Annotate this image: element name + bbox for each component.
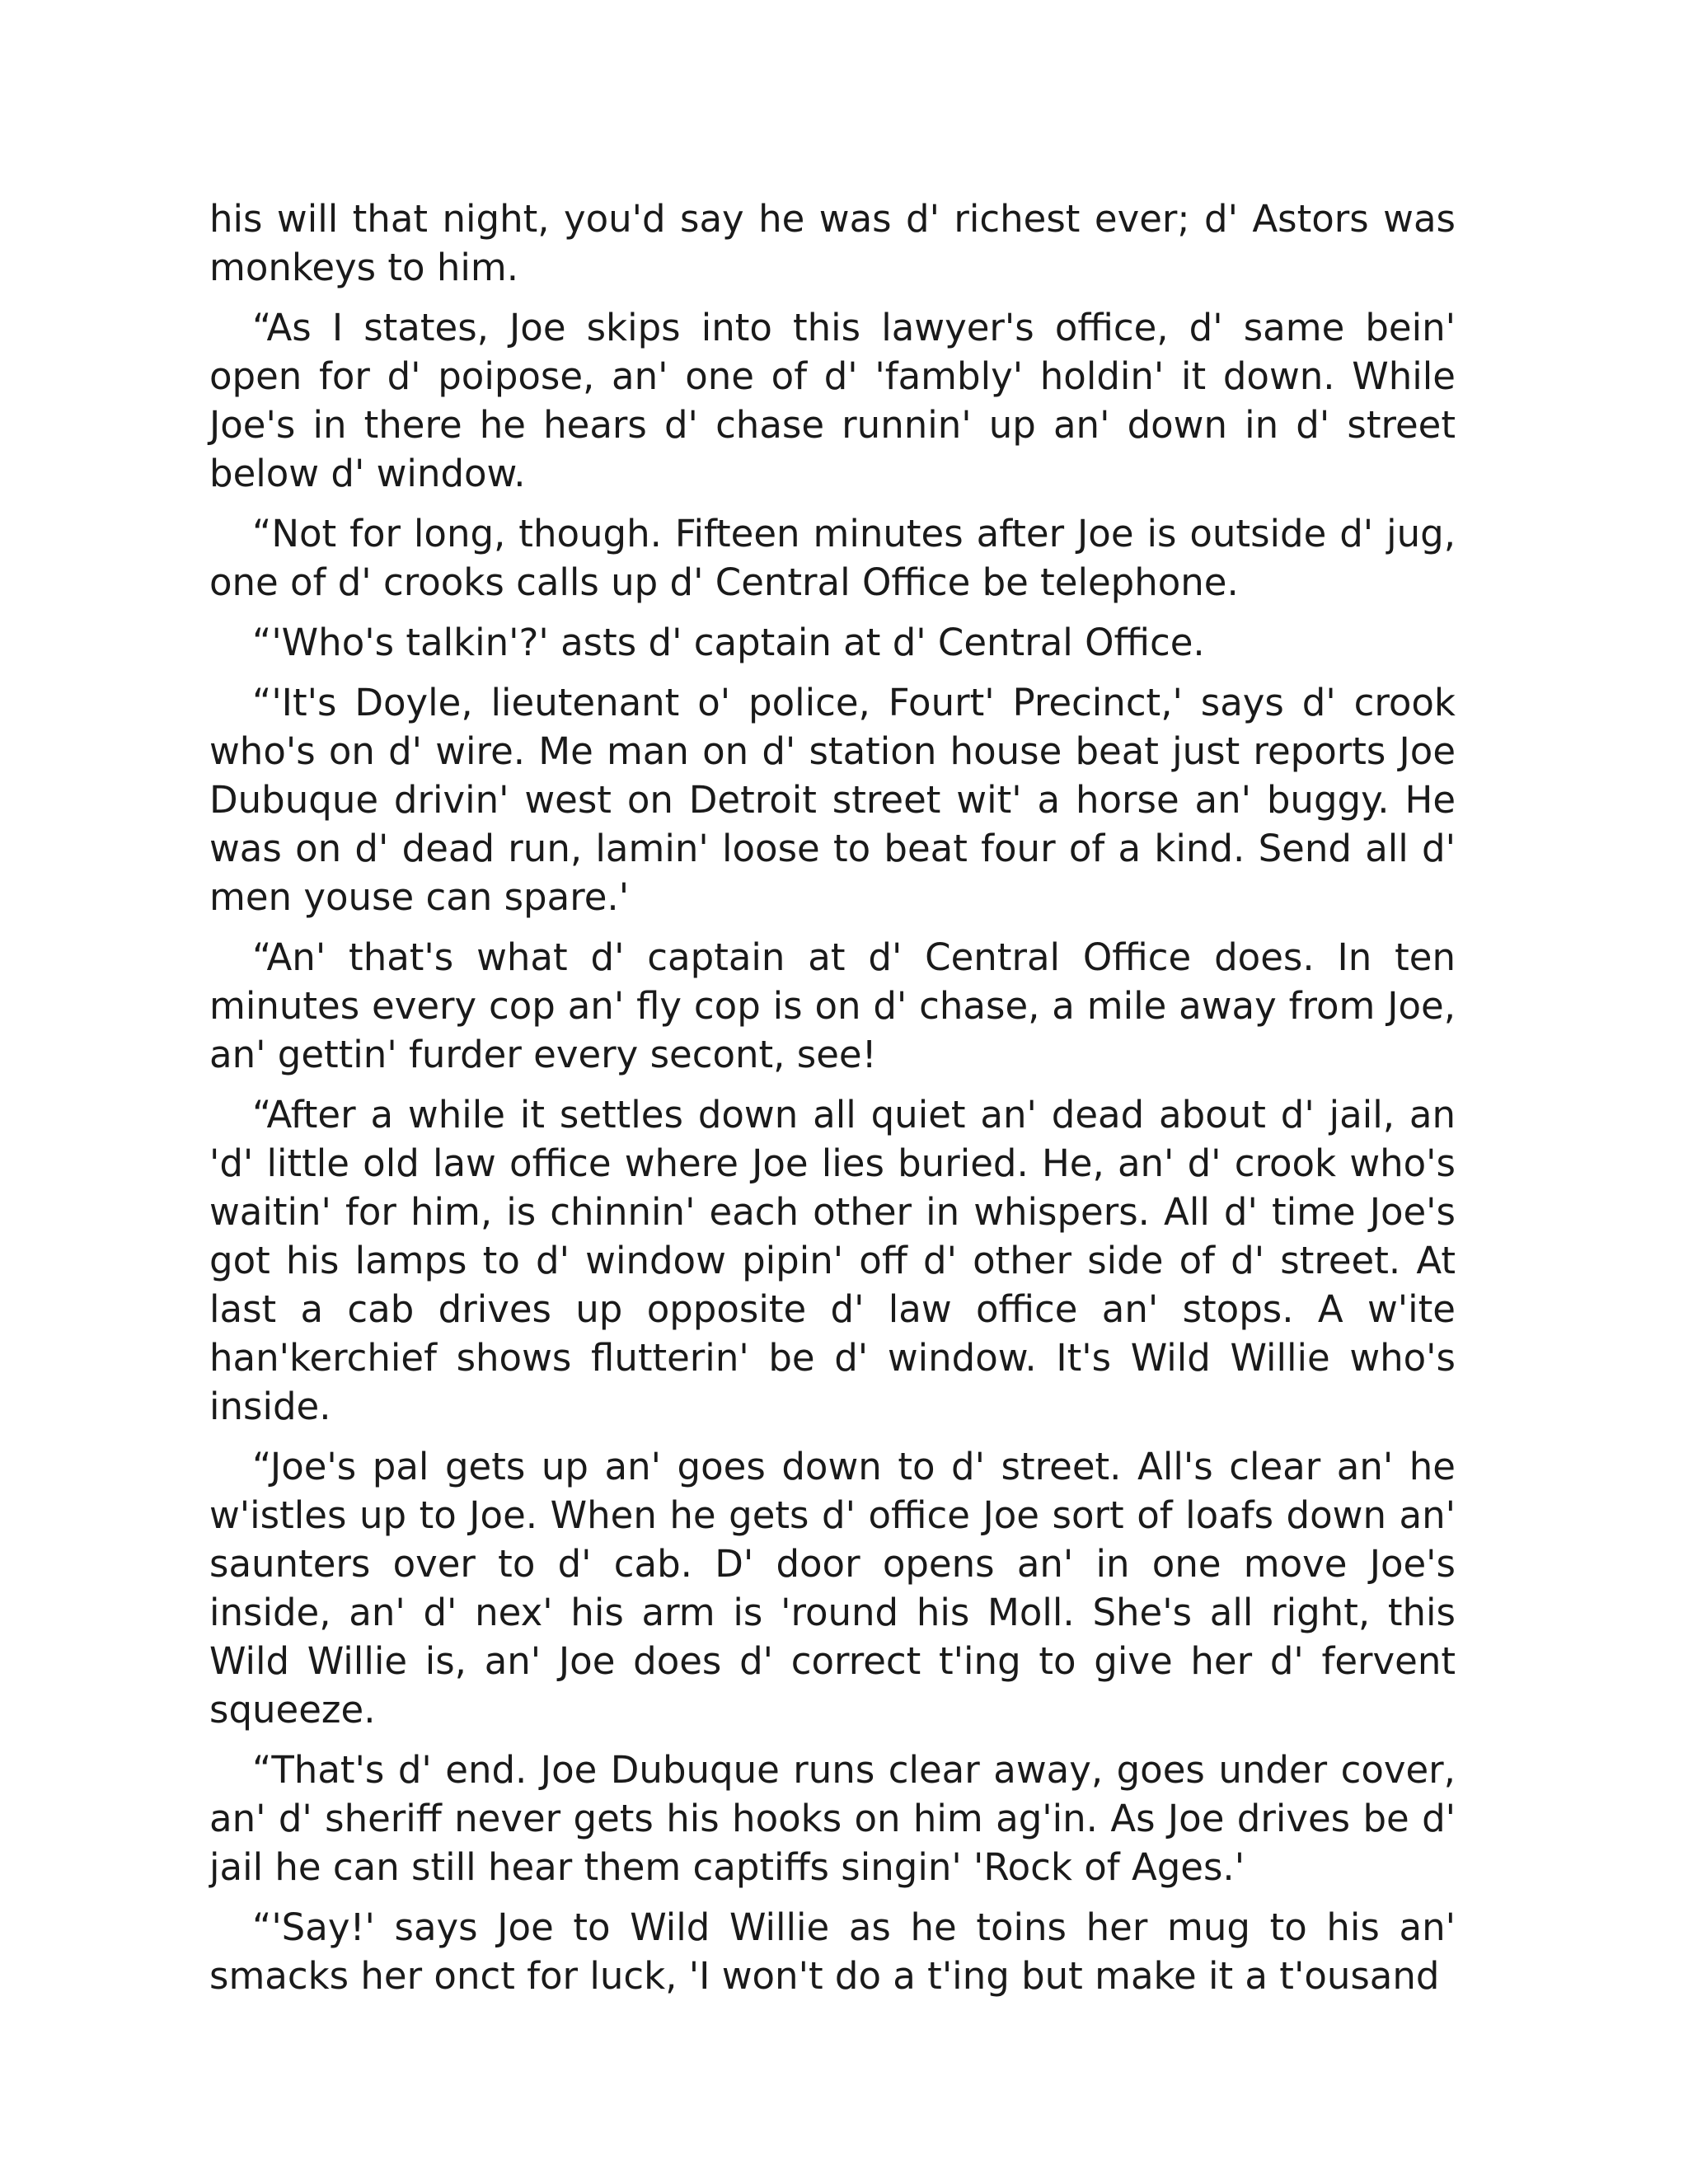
- paragraph-10: “'Say!' says Joe to Wild Willie as he toins her mug to his an' smacks her onct for luck, 'I won't do a t'ing but make it a t'ousand: [209, 1905, 1456, 1998]
- paragraph-5: “'It's Doyle, lieutenant o' police, Fourt' Precinct,' says d' crook who's on d' wire. Me man on d' station house beat just reports Joe Dubuque drivin' west on Detroit street wit' a horse an' buggy. He was on d' dead run, lamin' loose to beat four of a kind. Send all d' men youse can spare.': [209, 681, 1456, 919]
- document-page: [209, 194, 1456, 2012]
- paragraph-3: “Not for long, though. Fifteen minutes after Joe is outside d' jug, one of d' crooks calls up d' Central Office be telephone.: [209, 512, 1456, 604]
- paragraph-8: “Joe's pal gets up an' goes down to d' street. All's clear an' he w'istles up to Joe. When he gets d' office Joe sort of loafs down an' saunters over to d' cab. D' door opens an' in one move Joe's inside, an' d' nex' his arm is 'round his Moll. She's all right, this Wild Willie is, an' Joe does d' correct t'ing to give her d' fervent squeeze.: [209, 1445, 1456, 1732]
- paragraph-2: “As I states, Joe skips into this lawyer's office, d' same bein' open for d' poipose, an' one of d' 'fambly' holdin' it down. While Joe's in there he hears d' chase runnin' up an' down in d' street below d' window.: [209, 306, 1456, 495]
- paragraph-6: “An' that's what d' captain at d' Central Office does. In ten minutes every cop an' fly cop is on d' chase, a mile away from Joe, an' gettin' furder every secont, see!: [209, 935, 1456, 1076]
- paragraph-1: his will that night, you'd say he was d' richest ever; d' Astors was monkeys to him.: [209, 197, 1456, 289]
- paragraph-9: “That's d' end. Joe Dubuque runs clear away, goes under cover, an' d' sheriff never gets his hooks on him ag'in. As Joe drives be d' jail he can still hear them captiffs singin' 'Rock of Ages.': [209, 1748, 1456, 1889]
- paragraph-4: “'Who's talkin'?' asts d' captain at d' Central Office.: [252, 621, 1205, 664]
- paragraph-7: “After a while it settles down all quiet an' dead about d' jail, an 'd' little old law office where Joe lies buried. He, an' d' crook who's waitin' for him, is chinnin' each other in whispers. All d' time Joe's got his lamps to d' window pipin' off d' other side of d' street. At last a cab drives up opposite d' law office an' stops. A w'ite han'kerchief shows flutterin' be d' window. It's Wild Willie who's inside.: [209, 1093, 1456, 1428]
